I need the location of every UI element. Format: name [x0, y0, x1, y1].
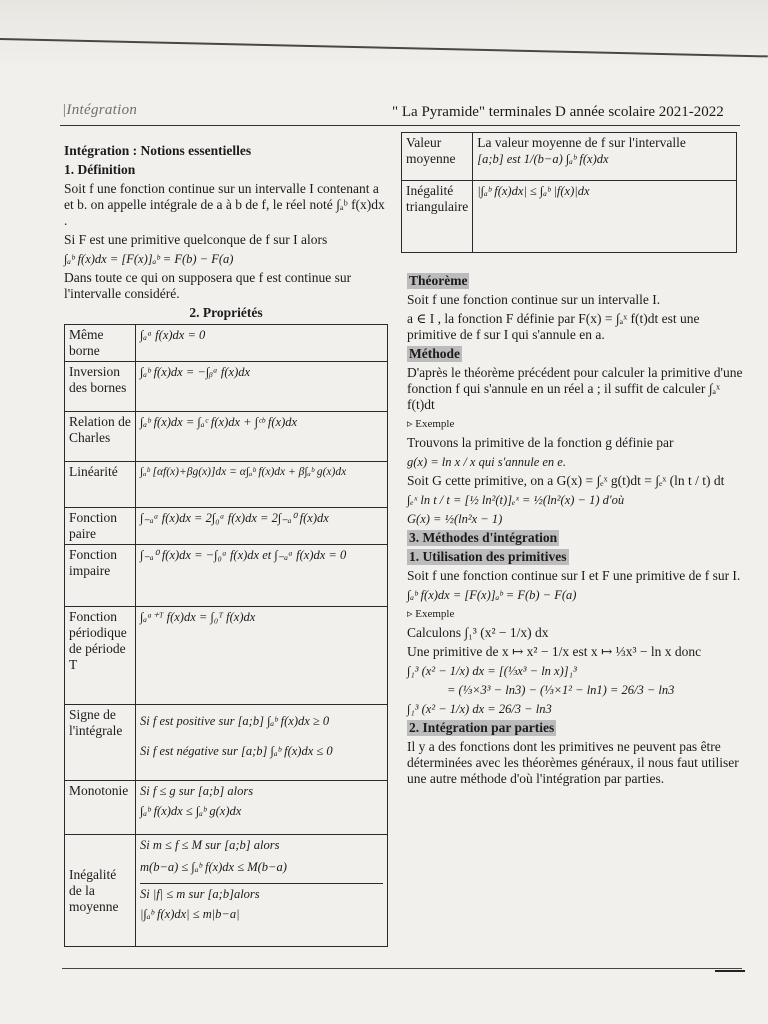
prop-formula: ∫ₐᵇ f(x)dx = −∫ᵦᵃ f(x)dx [136, 362, 388, 412]
prop-label: Linéarité [65, 462, 136, 508]
table-row [65, 508, 388, 545]
header-right: " La Pyramide" terminales D année scolaire 2021-2022 [392, 104, 724, 120]
table-row [402, 133, 737, 181]
exemple1-formula1: g(x) = ln x / x qui s'annule en e. [407, 455, 566, 469]
mean-label: Valeur moyenne [402, 133, 473, 181]
table-row [65, 412, 388, 462]
prop-formula: ∫ₐᵇ f(x)dx = ∫ₐᶜ f(x)dx + ∫ᶜᵇ f(x)dx [136, 412, 388, 462]
prop-label: Inversion des bornes [65, 362, 136, 412]
sub1-text: Soit f une fonction continue sur I et F une primitive de f sur I. [407, 568, 741, 583]
exemple2-calc2: = (⅓×3³ − ln3) − (⅓×1² − ln1) = 26/3 − ln3 [447, 683, 675, 697]
prop-label: Inégalité de la moyenne [65, 835, 136, 947]
theoreme-text1: Soit f une fonction continue sur un intervalle I. [407, 292, 661, 307]
triangular-label: Inégalité triangulaire [402, 181, 473, 253]
sub1-formula: ∫ₐᵇ f(x)dx = [F(x)]ₐᵇ = F(b) − F(a) [407, 588, 577, 602]
prop-formula: ∫₋ₐ⁰ f(x)dx = −∫₀ᵃ f(x)dx et ∫₋ₐᵃ f(x)dx = 0 [136, 545, 388, 607]
prop-label: Signe de l'intégrale [65, 705, 136, 781]
definition-text: Soit f une fonction continue sur un intervalle I contenant a et b. on appelle intégrale de a à b de f, le réel noté ∫ₐᵇ f(x)dx . [64, 181, 385, 228]
prop-label: Fonction périodique de période T [65, 607, 136, 705]
exemple1-text2: Soit G cette primitive, on a G(x) = ∫ₑˣ g(t)dt = ∫ₑˣ (ln t / t) dt [407, 473, 725, 488]
sub-parts: 2. Intégration par parties [409, 720, 555, 735]
mean-value-table [401, 132, 737, 253]
prop-label: Monotonie [65, 781, 136, 835]
section-properties: 2. Propriétés [189, 305, 263, 320]
sub2-text: Il y a des fonctions dont les primitives ne peuvent pas être déterminées avec les théorèmes généraux, il nous faut utiliser une autre méthode d'où l'intégration par parties. [407, 739, 739, 786]
properties-table [64, 324, 388, 947]
prop-formula: Si m ≤ f ≤ M sur [a;b] alors [140, 838, 280, 852]
left-column [64, 143, 388, 947]
exemple1-formula3: G(x) = ½(ln²x − 1) [407, 512, 503, 526]
prop-formula-cell [136, 781, 388, 835]
bottom-mark [715, 970, 745, 972]
primitive-text: Si F est une primitive quelconque de f sur I alors [64, 232, 328, 247]
table-row [65, 325, 388, 362]
prop-formula: Si f est positive sur [a;b] ∫ₐᵇ f(x)dx ≥ 0 [140, 714, 330, 728]
table-row [65, 705, 388, 781]
prop-formula: m(b−a) ≤ ∫ₐᵇ f(x)dx ≤ M(b−a) [140, 860, 287, 874]
mean-formula: [a;b] est 1/(b−a) ∫ₐᵇ f(x)dx [477, 152, 609, 166]
section-definition: 1. Définition [64, 162, 136, 177]
exemple2-prim: Une primitive de x ↦ x² − 1/x est x ↦ ⅓x³ − ln x donc [407, 644, 702, 659]
prop-label: Fonction paire [65, 508, 136, 545]
prop-formula: ∫ₐᵇ f(x)dx ≤ ∫ₐᵇ g(x)dx [140, 804, 242, 818]
mean-cell [473, 133, 737, 181]
theoreme-text2: a ∈ I , la fonction F définie par F(x) = ∫ₐˣ f(t)dt est une primitive de f sur I qui s'annule en a. [407, 311, 700, 342]
bottom-rule [62, 968, 742, 969]
exemple2-result: ∫₁³ (x² − 1/x) dx = 26/3 − ln3 [407, 702, 552, 716]
exemple1-label: ▹ Exemple [407, 418, 455, 430]
table-row [65, 362, 388, 412]
prop-label: Même borne [65, 325, 136, 362]
table-row [65, 545, 388, 607]
primitive-formula: ∫ₐᵇ f(x)dx = [F(x)]ₐᵇ = F(b) − F(a) [64, 252, 234, 266]
prop-label: Relation de Charles [65, 412, 136, 462]
table-row [65, 462, 388, 508]
table-row [402, 181, 737, 253]
section-methods: 3. Méthodes d'intégration [409, 530, 558, 545]
table-row [65, 781, 388, 835]
prop-formula: Si |f| ≤ m sur [a;b]alors [140, 883, 383, 902]
methode-text: D'après le théorème précédent pour calculer la primitive d'une fonction f qui s'annule en un réel a ; il suffit de calculer ∫ₐˣ f(t)dt [407, 365, 743, 412]
header-left: |Intégration [62, 102, 138, 118]
exemple1-text1: Trouvons la primitive de la fonction g définie par [407, 435, 674, 450]
mean-text: La valeur moyenne de f sur l'intervalle [477, 135, 686, 150]
right-column [407, 273, 743, 790]
prop-formula: ∫ₐᵃ f(x)dx = 0 [136, 325, 388, 362]
header-rule [60, 125, 740, 126]
prop-formula-cell [136, 705, 388, 781]
page-edge [0, 0, 768, 70]
theoreme-title: Théorème [409, 273, 468, 288]
exemple2-calc1: ∫₁³ (x² − 1/x) dx = [(⅓x³ − ln x)]₁³ [407, 664, 577, 678]
triangular-formula: |∫ₐᵇ f(x)dx| ≤ ∫ₐᵇ |f(x)|dx [473, 181, 737, 253]
prop-formula: ∫ₐᵇ [αf(x)+βg(x)]dx = α∫ₐᵇ f(x)dx + β∫ₐᵇ g(x)dx [136, 462, 388, 508]
prop-formula: ∫ₐᵃ⁺ᵀ f(x)dx = ∫₀ᵀ f(x)dx [136, 607, 388, 705]
methode-title: Méthode [409, 346, 460, 361]
doc-title: Intégration : Notions essentielles [64, 143, 252, 158]
prop-formula-cell [136, 835, 388, 947]
prop-label: Fonction impaire [65, 545, 136, 607]
prop-formula: |∫ₐᵇ f(x)dx| ≤ m|b−a| [140, 907, 240, 921]
prop-formula: ∫₋ₐᵃ f(x)dx = 2∫₀ᵃ f(x)dx = 2∫₋ₐ⁰ f(x)dx [136, 508, 388, 545]
suppose-text: Dans toute ce qui on supposera que f est continue sur l'intervalle considéré. [64, 270, 352, 301]
table-row [65, 607, 388, 705]
exemple2-text: Calculons ∫₁³ (x² − 1/x) dx [407, 625, 549, 640]
prop-formula: Si f est négative sur [a;b] ∫ₐᵇ f(x)dx ≤ 0 [140, 744, 333, 758]
table-row [65, 835, 388, 947]
exemple2-label: ▹ Exemple [407, 608, 455, 620]
sub-primitives: 1. Utilisation des primitives [409, 549, 567, 564]
prop-formula: Si f ≤ g sur [a;b] alors [140, 784, 254, 798]
exemple1-formula2: ∫ₑˣ ln t / t = [½ ln²(t)]ₑˣ = ½(ln²(x) − 1) d'où [407, 493, 625, 507]
